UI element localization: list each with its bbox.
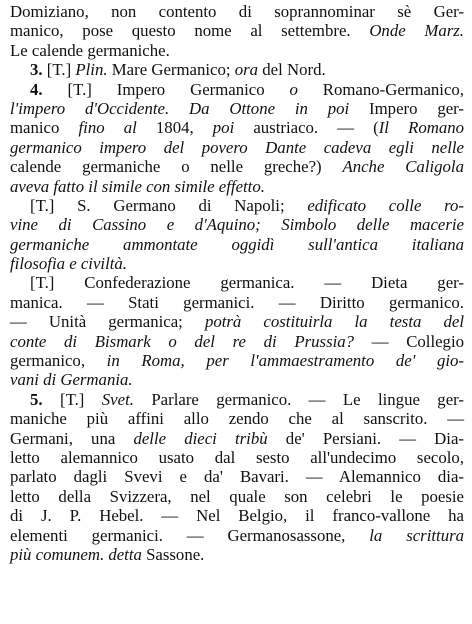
text-segment: Domiziano, non contento di soprannominar sè Ger- (10, 2, 464, 21)
text-line (10, 312, 464, 331)
text-line (10, 506, 464, 525)
text-line (10, 99, 464, 118)
text-segment: manica. — Stati germanici. — Diritto germanico. (10, 292, 464, 312)
text-segment: del Nord. (258, 60, 326, 80)
text-segment: in Roma, per l'ammaestramento de' gio- (106, 351, 464, 371)
text-segment: 4. (30, 79, 43, 99)
dictionary-entry-text (10, 2, 464, 564)
text-segment: Germani, una (10, 428, 134, 448)
text-line (10, 157, 464, 176)
text-line (10, 118, 464, 137)
text-segment: la scrittura (369, 525, 465, 545)
text-segment: [T.] Confederazione germanica. — Dieta ger- (30, 273, 464, 293)
text-segment: manico (10, 118, 79, 138)
text-line (10, 80, 464, 99)
text-segment: — Unità germanica; (10, 312, 205, 332)
text-line (10, 487, 464, 506)
text-segment: austriaco. — ( (234, 118, 379, 138)
text-segment: poi (212, 118, 235, 138)
text-segment: germanico, (10, 351, 107, 371)
text-segment: maniche più affini allo zendo che al sanscrito. — (10, 409, 464, 429)
text-segment: l'impero d'Occidente. Da Ottone in poi (10, 98, 350, 118)
text-segment: [T.] S. Germano di Napoli; (30, 195, 308, 215)
text-segment: Il Romano (378, 118, 464, 138)
text-segment: [T.] (42, 389, 102, 409)
text-segment: 3. (30, 60, 43, 80)
text-segment: vine di Cassino e d'Aquino; Simbolo delle macerie (10, 215, 464, 235)
text-segment: Mare Germanico; (107, 60, 235, 80)
text-segment: manico, pose questo nome al settembre. (10, 21, 370, 41)
text-line (10, 332, 464, 351)
text-segment: letto alemannico usato dal sesto all'undecimo secolo, (10, 447, 464, 467)
text-line (10, 351, 464, 370)
text-segment: aveva fatto il simile con simile effetto. (10, 176, 265, 196)
text-segment: [T.] Impero Germanico (42, 79, 290, 99)
text-segment: 1804, (136, 118, 213, 138)
text-line (10, 21, 464, 40)
text-line (10, 273, 464, 292)
text-line (10, 254, 464, 273)
text-segment: conte di Bismark o del re di Prussia? (10, 331, 355, 351)
text-segment: [T.] (42, 60, 76, 80)
text-line (10, 215, 464, 234)
text-segment: 5. (30, 389, 43, 409)
text-line (10, 293, 464, 312)
text-line (10, 60, 464, 79)
text-segment: Romano-Germanico, (297, 79, 464, 99)
text-segment: fino al (78, 118, 137, 138)
text-segment: vani di Germania. (10, 370, 133, 390)
text-line (10, 41, 464, 60)
text-segment: ora (234, 60, 259, 80)
text-segment: Onde Marz. (369, 21, 465, 41)
text-segment: germaniche ammontate oggidì sull'antica italiana (10, 234, 464, 254)
text-segment: più comunem. detta (10, 544, 142, 564)
text-segment: Anche Caligola (342, 157, 464, 177)
text-segment: potrà costituirla la testa del (204, 312, 464, 332)
text-segment: Plin. (75, 60, 108, 80)
text-line (10, 467, 464, 486)
text-segment: parlato dagli Svevi e da' Bavari. — Alemannico dia- (10, 467, 464, 487)
text-segment: o (289, 79, 298, 99)
text-segment: de' Persiani. — Dia- (267, 428, 464, 448)
text-line (10, 390, 464, 409)
text-segment: Parlare germanico. — Le lingue ger- (133, 389, 464, 409)
text-segment: Svet. (101, 389, 134, 409)
text-segment: letto della Svizzera, nel quale son celebri le poesie (10, 486, 464, 506)
text-segment: filosofia e civiltà. (10, 254, 127, 274)
text-segment: di J. P. Hebel. — Nel Belgio, il franco-vallone ha (10, 506, 464, 526)
text-line (10, 526, 464, 545)
text-line (10, 196, 464, 215)
text-line (10, 448, 464, 467)
text-segment: germanico impero del povero Dante cadeva egli nelle (10, 137, 464, 157)
text-segment: Impero ger- (349, 98, 465, 118)
text-segment: edificato colle ro- (307, 195, 464, 215)
text-segment: calende germaniche o nelle greche?) (10, 157, 343, 177)
text-segment: Sassone. (141, 544, 205, 564)
text-line (10, 235, 464, 254)
text-segment: — Collegio (354, 331, 464, 351)
text-line (10, 177, 464, 196)
text-line (10, 429, 464, 448)
text-line (10, 545, 464, 564)
text-segment: delle dieci tribù (133, 428, 268, 448)
text-segment: Le calende germaniche. (10, 40, 170, 60)
text-line (10, 409, 464, 428)
text-line (10, 138, 464, 157)
text-segment: elementi germanici. — Germanosassone, (10, 525, 370, 545)
text-line (10, 2, 464, 21)
text-line (10, 370, 464, 389)
